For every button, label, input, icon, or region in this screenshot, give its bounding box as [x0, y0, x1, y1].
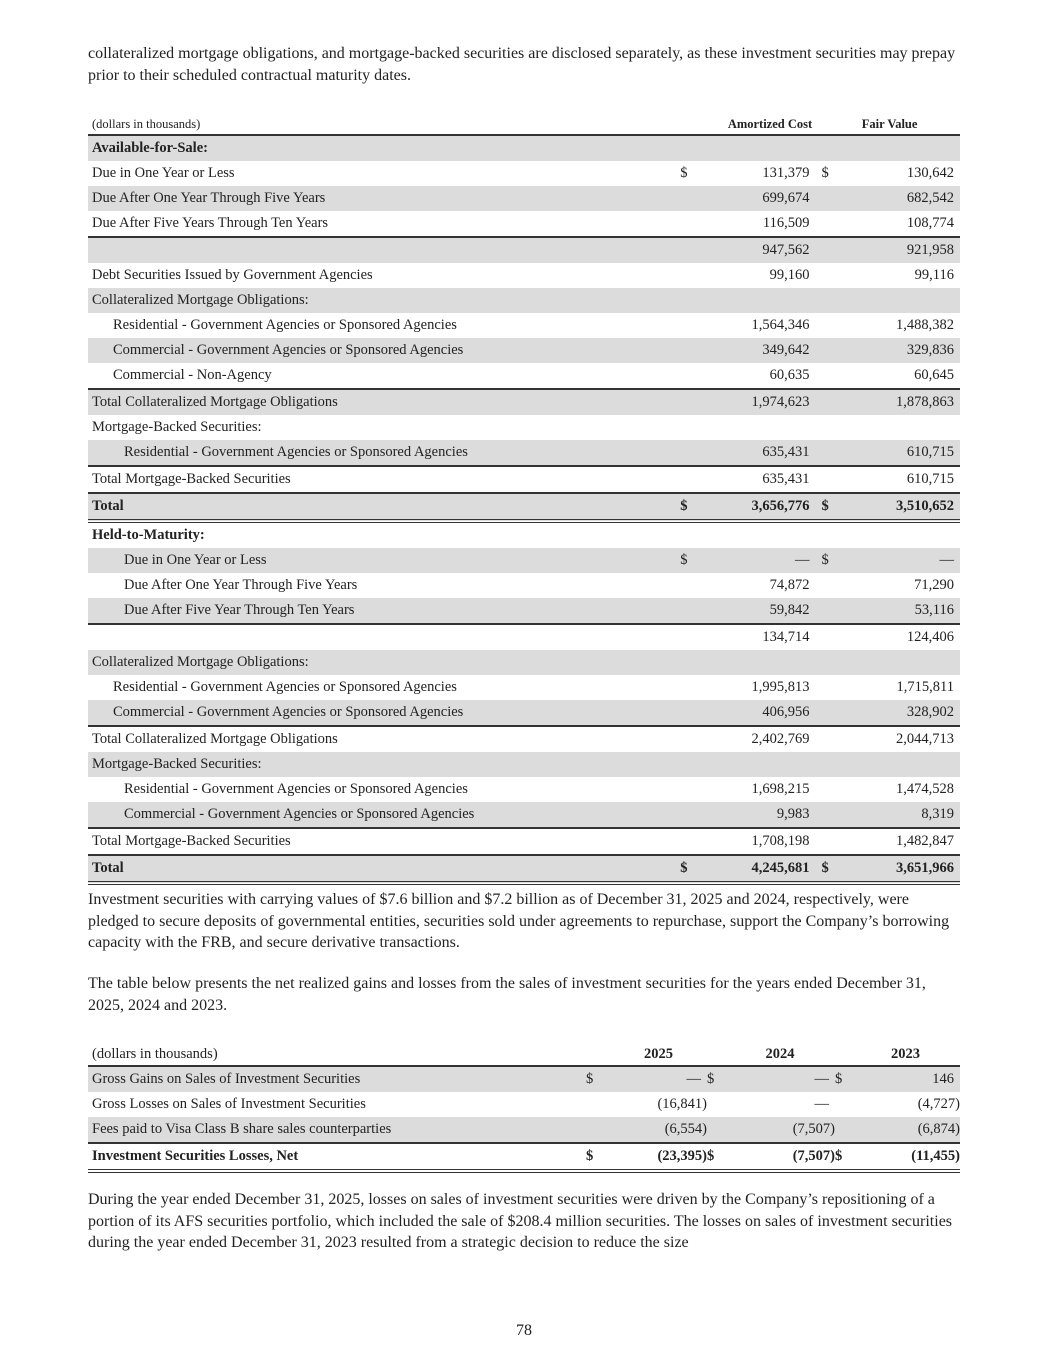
row-label: Residential - Government Agencies or Sponsored Agencies	[124, 781, 468, 797]
amortized-cost-value: 74,872	[769, 577, 810, 593]
fair-value-value: 1,474,528	[896, 781, 954, 797]
amortized-cost-value: 3,656,776	[710, 493, 810, 521]
row-label: Total Collateralized Mortgage Obligations	[88, 389, 680, 415]
currency-symbol	[680, 313, 710, 338]
amortized-cost-value: 2,402,769	[710, 726, 810, 752]
row-label: Commercial - Government Agencies or Sponsored Agencies	[88, 338, 680, 363]
amortized-cost-value: 1,708,198	[710, 828, 810, 855]
row-label: Commercial - Non-Agency	[113, 367, 272, 383]
currency-symbol	[835, 1092, 851, 1117]
table-row	[88, 598, 960, 624]
fair-value-value	[829, 650, 960, 675]
row-label: Due After One Year Through Five Years	[124, 577, 358, 593]
table-row	[88, 263, 960, 288]
row-label: Fees paid to Visa Class B share sales counterparties	[88, 1117, 586, 1143]
amortized-cost-value: 1,564,346	[751, 317, 810, 333]
currency-symbol	[810, 135, 829, 161]
currency-symbol	[680, 288, 710, 313]
fair-value-value: 610,715	[829, 440, 960, 466]
currency-symbol	[680, 521, 710, 548]
header-year-2025: 2025	[610, 1043, 707, 1066]
fair-value-value: 108,774	[906, 215, 954, 231]
currency-symbol	[810, 313, 829, 338]
currency-symbol	[810, 440, 829, 466]
header-fair-value: Fair Value	[829, 112, 960, 135]
amortized-cost-value: 1,698,215	[751, 781, 810, 797]
currency-symbol	[586, 1117, 610, 1143]
losses-paragraph: During the year ended December 31, 2025, losses on sales of investment securities were driven by the Company’s repositioning of a portion of its AFS securities portfolio, which included the sale of $208.4 million securities. The losses on sales of investment securities during the year ended December 31, 2023 resulted from a strategic decision to reduce the size	[88, 1191, 953, 1251]
year-2025-value: (23,395)	[610, 1143, 707, 1171]
year-2025-value: (16,841)	[657, 1096, 707, 1112]
currency-symbol	[680, 624, 710, 650]
table-row	[88, 1092, 960, 1117]
fair-value-value: 921,958	[829, 237, 960, 263]
currency-symbol	[810, 363, 829, 389]
table-row	[88, 700, 960, 726]
row-label: Total Mortgage-Backed Securities	[88, 466, 680, 493]
row-label: Residential - Government Agencies or Sponsored Agencies	[113, 317, 457, 333]
table-row	[88, 135, 960, 161]
currency-symbol	[680, 211, 710, 237]
currency-symbol	[810, 752, 829, 777]
fair-value-value: 3,510,652	[829, 493, 960, 521]
currency-symbol: $	[810, 855, 829, 883]
currency-symbol	[810, 186, 829, 211]
currency-symbol	[707, 1092, 725, 1117]
currency-symbol	[810, 675, 829, 700]
currency-symbol	[680, 650, 710, 675]
currency-symbol	[680, 186, 710, 211]
row-label: Due After Five Years Through Ten Years	[92, 215, 329, 231]
currency-symbol	[810, 802, 829, 828]
fair-value-value: 130,642	[906, 165, 954, 181]
fair-value-value: —	[829, 548, 960, 573]
table-row	[88, 624, 960, 650]
amortized-cost-value: 9,983	[710, 802, 810, 828]
year-2024-value: (7,507)	[725, 1117, 835, 1143]
intro-gains-paragraph: The table below presents the net realized gains and losses from the sales of investment securities for the years ended December 31, 2025, 2024 and 2023.	[88, 975, 926, 1014]
row-label: Due After Five Year Through Ten Years	[88, 598, 680, 624]
currency-symbol	[680, 802, 710, 828]
currency-symbol	[680, 415, 710, 440]
currency-symbol: $	[707, 1143, 725, 1171]
unit-label: (dollars in thousands)	[88, 112, 680, 135]
amortized-cost-value: 134,714	[710, 624, 810, 650]
table-row	[88, 389, 960, 415]
currency-symbol: $	[680, 548, 710, 573]
currency-symbol	[680, 828, 710, 855]
currency-symbol	[835, 1117, 851, 1143]
row-label: Gross Losses on Sales of Investment Securities	[92, 1096, 366, 1112]
fair-value-value: 1,488,382	[896, 317, 954, 333]
row-label: Collateralized Mortgage Obligations:	[88, 650, 680, 675]
currency-symbol: $	[821, 165, 829, 181]
currency-symbol: $	[810, 493, 829, 521]
currency-symbol	[810, 288, 829, 313]
row-label: Total	[88, 855, 680, 883]
fair-value-value: 3,651,966	[829, 855, 960, 883]
currency-symbol	[810, 389, 829, 415]
table-row	[88, 186, 960, 211]
row-label: Residential - Government Agencies or Sponsored Agencies	[88, 440, 680, 466]
amortized-cost-value: 116,509	[762, 215, 810, 231]
fair-value-value: 2,044,713	[829, 726, 960, 752]
amortized-cost-value: 59,842	[710, 598, 810, 624]
fair-value-value: 682,542	[829, 186, 960, 211]
table-row	[88, 521, 960, 548]
fair-value-value: 60,645	[914, 367, 954, 383]
currency-symbol	[680, 726, 710, 752]
unit-label: (dollars in thousands)	[88, 1043, 586, 1066]
year-2023-value: 146	[851, 1066, 960, 1092]
row-label: Residential - Government Agencies or Sponsored Agencies	[113, 679, 457, 695]
currency-symbol	[810, 650, 829, 675]
currency-symbol	[680, 752, 710, 777]
amortized-cost-value: 131,379	[762, 165, 810, 181]
fair-value-value: 1,878,863	[829, 389, 960, 415]
intro-paragraph: collateralized mortgage obligations, and mortgage-backed securities are disclosed separately, as these investment securities may prepay prior to their scheduled contractual maturity dates.	[88, 45, 956, 84]
currency-symbol: $	[586, 1066, 610, 1092]
table-row	[88, 338, 960, 363]
table-row	[88, 650, 960, 675]
row-label: Due After One Year Through Five Years	[88, 186, 680, 211]
currency-symbol	[680, 675, 710, 700]
table-row	[88, 161, 960, 186]
table-row	[88, 288, 960, 313]
table-header	[88, 1043, 960, 1066]
row-label: Due in One Year or Less	[92, 165, 235, 181]
row-label: Mortgage-Backed Securities:	[92, 419, 262, 435]
page-number: 78	[516, 1322, 532, 1339]
header-year-2024: 2024	[725, 1043, 835, 1066]
year-2025-value: (6,554)	[610, 1117, 707, 1143]
amortized-cost-value: 699,674	[710, 186, 810, 211]
row-label	[88, 624, 680, 650]
row-label: Commercial - Government Agencies or Sponsored Agencies	[88, 802, 680, 828]
row-label: Investment Securities Losses, Net	[88, 1143, 586, 1171]
fair-value-value: 124,406	[829, 624, 960, 650]
currency-symbol	[586, 1092, 610, 1117]
fair-value-value: 99,116	[914, 267, 954, 283]
currency-symbol	[680, 777, 710, 802]
amortized-cost-value: 635,431	[710, 466, 810, 493]
amortized-cost-value: 1,995,813	[751, 679, 810, 695]
currency-symbol: $	[810, 548, 829, 573]
table-row	[88, 726, 960, 752]
fair-value-value: 329,836	[829, 338, 960, 363]
currency-symbol	[707, 1117, 725, 1143]
table-row	[88, 752, 960, 777]
table-row	[88, 802, 960, 828]
currency-symbol	[810, 726, 829, 752]
fair-value-value	[829, 135, 960, 161]
currency-symbol	[810, 237, 829, 263]
currency-symbol: $	[680, 855, 710, 883]
currency-symbol: $	[835, 1143, 851, 1171]
header-year-2023: 2023	[851, 1043, 960, 1066]
gains-losses-table	[88, 1043, 960, 1173]
currency-symbol	[680, 700, 710, 726]
row-label: Collateralized Mortgage Obligations:	[88, 288, 680, 313]
total-row	[88, 855, 960, 883]
amortized-cost-value: 947,562	[710, 237, 810, 263]
currency-symbol: $	[680, 493, 710, 521]
table-row	[88, 777, 960, 802]
row-label: Held-to-Maturity:	[92, 527, 205, 543]
row-label: Total Mortgage-Backed Securities	[88, 828, 680, 855]
row-label: Gross Gains on Sales of Investment Securities	[88, 1066, 586, 1092]
amortized-cost-value	[710, 135, 810, 161]
year-2024-value: (7,507)	[725, 1143, 835, 1171]
currency-symbol	[680, 363, 710, 389]
row-label: Debt Securities Issued by Government Agencies	[92, 267, 373, 283]
currency-symbol	[810, 700, 829, 726]
table-row	[88, 415, 960, 440]
fair-value-value: 1,715,811	[896, 679, 954, 695]
table-row	[88, 573, 960, 598]
fair-value-value: 328,902	[829, 700, 960, 726]
currency-symbol	[810, 828, 829, 855]
year-2025-value: —	[610, 1066, 707, 1092]
amortized-cost-value: 4,245,681	[710, 855, 810, 883]
currency-symbol	[810, 521, 829, 548]
currency-symbol	[810, 211, 829, 237]
year-2023-value: (11,455)	[851, 1143, 960, 1171]
year-2023-value: (4,727)	[917, 1096, 960, 1112]
row-label	[88, 237, 680, 263]
amortized-cost-value: 99,160	[769, 267, 810, 283]
amortized-cost-value: 349,642	[710, 338, 810, 363]
row-label: Available-for-Sale:	[88, 135, 680, 161]
table-row	[88, 211, 960, 237]
row-label: Total Collateralized Mortgage Obligations	[88, 726, 680, 752]
amortized-cost-value	[710, 415, 810, 440]
year-2024-value: —	[814, 1096, 829, 1112]
currency-symbol	[810, 415, 829, 440]
pledged-paragraph: Investment securities with carrying values of $7.6 billion and $7.2 billion as of December 31, 2025 and 2024, respectively, were pledged to secure deposits of governmental entities, securities sold under agreements to repurchase, support the Company’s borrowing capacity with the FRB, and secure derivative transactions.	[88, 891, 950, 951]
row-label: Total	[88, 493, 680, 521]
currency-symbol	[810, 598, 829, 624]
fair-value-value	[829, 288, 960, 313]
currency-symbol	[680, 598, 710, 624]
total-row	[88, 1143, 960, 1171]
currency-symbol	[680, 466, 710, 493]
table-row	[88, 313, 960, 338]
row-label: Mortgage-Backed Securities:	[88, 752, 680, 777]
table-row	[88, 237, 960, 263]
header-amortized-cost: Amortized Cost	[710, 112, 829, 135]
currency-symbol	[680, 263, 710, 288]
table-row	[88, 440, 960, 466]
amortized-cost-value	[710, 752, 810, 777]
fair-value-value: 71,290	[914, 577, 954, 593]
currency-symbol	[810, 573, 829, 598]
table-row	[88, 828, 960, 855]
row-label: Due in One Year or Less	[88, 548, 680, 573]
fair-value-value: 1,482,847	[829, 828, 960, 855]
table-row	[88, 1066, 960, 1092]
table-row	[88, 1117, 960, 1143]
maturity-table	[88, 112, 960, 885]
year-2024-value: —	[725, 1066, 835, 1092]
currency-symbol	[810, 624, 829, 650]
amortized-cost-value: 406,956	[710, 700, 810, 726]
amortized-cost-value	[710, 288, 810, 313]
amortized-cost-value: 60,635	[769, 367, 810, 383]
row-label: Commercial - Government Agencies or Sponsored Agencies	[88, 700, 680, 726]
currency-symbol: $	[586, 1143, 610, 1171]
currency-symbol	[680, 440, 710, 466]
currency-symbol: $	[680, 165, 688, 181]
table-row	[88, 548, 960, 573]
currency-symbol	[680, 338, 710, 363]
year-2023-value: (6,874)	[851, 1117, 960, 1143]
amortized-cost-value	[710, 521, 810, 548]
amortized-cost-value: 1,974,623	[710, 389, 810, 415]
table-header	[88, 112, 960, 135]
amortized-cost-value: 635,431	[710, 440, 810, 466]
fair-value-value: 53,116	[829, 598, 960, 624]
currency-symbol	[680, 389, 710, 415]
fair-value-value	[829, 521, 960, 548]
table-row	[88, 466, 960, 493]
currency-symbol	[680, 237, 710, 263]
amortized-cost-value	[710, 650, 810, 675]
currency-symbol	[810, 338, 829, 363]
currency-symbol: $	[707, 1066, 725, 1092]
amortized-cost-value: —	[710, 548, 810, 573]
currency-symbol: $	[835, 1066, 851, 1092]
currency-symbol	[810, 263, 829, 288]
currency-symbol	[810, 466, 829, 493]
total-row	[88, 493, 960, 521]
table-row	[88, 363, 960, 389]
fair-value-value: 8,319	[829, 802, 960, 828]
fair-value-value: 610,715	[829, 466, 960, 493]
currency-symbol	[810, 777, 829, 802]
currency-symbol	[680, 573, 710, 598]
fair-value-value	[829, 415, 960, 440]
fair-value-value	[829, 752, 960, 777]
currency-symbol	[680, 135, 710, 161]
table-row	[88, 675, 960, 700]
